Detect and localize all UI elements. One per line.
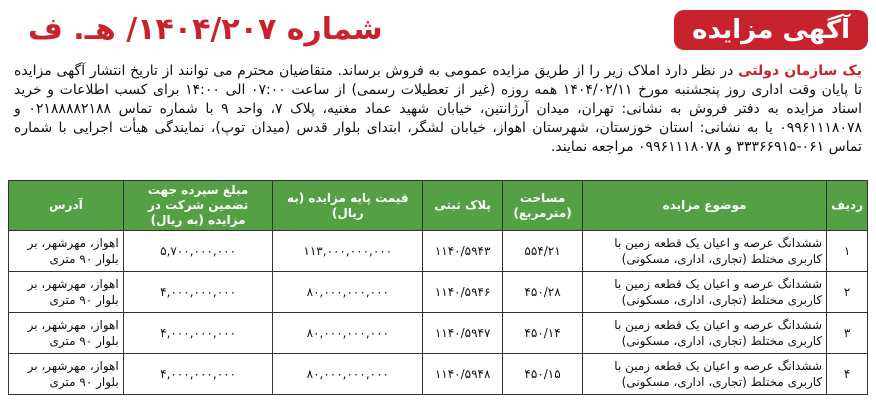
header-row: ردیف — [827, 181, 868, 231]
cell-plate: ۱۱۴۰/۵۹۴۷ — [423, 313, 503, 354]
cell-row: ۳ — [827, 313, 868, 354]
header-subject: موضوع مزایده — [583, 181, 827, 231]
cell-deposit: ۴,۰۰۰,۰۰۰,۰۰۰ — [123, 354, 273, 395]
cell-subject: ششدانگ عرصه و اعیان یک قطعه زمین با کاربری مختلط (تجاری، اداری، مسکونی) — [583, 313, 827, 354]
table-row — [9, 354, 868, 395]
cell-area: ۴۵۰/۱۴ — [503, 313, 583, 354]
cell-price: ۱۱۳,۰۰۰,۰۰۰,۰۰۰ — [273, 231, 423, 272]
cell-deposit: ۴,۰۰۰,۰۰۰,۰۰۰ — [123, 272, 273, 313]
notice-title: آگهی مزایده — [674, 10, 868, 50]
auction-table — [8, 180, 868, 395]
notice-body — [8, 62, 868, 157]
cell-plate: ۱۱۴۰/۵۹۴۶ — [423, 272, 503, 313]
header-area: مساحت (مترمربع) — [503, 181, 583, 231]
cell-subject: ششدانگ عرصه و اعیان یک قطعه زمین با کاربری مختلط (تجاری، اداری، مسکونی) — [583, 272, 827, 313]
cell-area: ۴۵۰/۱۵ — [503, 354, 583, 395]
cell-area: ۴۵۰/۲۸ — [503, 272, 583, 313]
header-deposit: مبلغ سپرده جهت تضمین شرکت در مزایده (به ریال) — [123, 181, 273, 231]
cell-plate: ۱۱۴۰/۵۹۴۸ — [423, 354, 503, 395]
table-row — [9, 313, 868, 354]
cell-area: ۵۵۴/۲۱ — [503, 231, 583, 272]
cell-row: ۲ — [827, 272, 868, 313]
cell-row: ۱ — [827, 231, 868, 272]
organization-name: یک سازمان دولتی — [738, 63, 862, 79]
cell-price: ۸۰,۰۰۰,۰۰۰,۰۰۰ — [273, 272, 423, 313]
notice-text: در نظر دارد املاک زیر را از طریق مزایده عمومی به فروش برساند. متقاضیان محترم می توانند از تاریخ انتشار آگهی مزایده تا پایان وقت اداری روز پنجشنبه مورخ ۱۴۰۴/۰۲/۱۱ همه روزه (غیر از تعطیلات رسمی) از ساعت ۰۷:۰۰ الی ۱۴:۰۰ برای کسب اطلاعات و خرید اسناد مزایده به دفتر فروش به نشانی: تهران، میدان آرژانتین، خیابان شهید عماد مغنیه، پلاک ۷، واحد ۹ با شماره تماس ۰۲۱۸۸۸۸۲۱۸۸ و ۰۹۹۶۱۱۱۸۰۷۸ یا به نشانی: استان خوزستان، شهرستان اهواز، خیابان لشگر، ابتدای بلوار قدس (میدان توپ)، نمایندگی هیأت اجرایی با شماره تماس ۰۶۱-۳۳۳۶۶۹۱۵ و ۰۹۹۶۱۱۱۸۰۷۸ مراجعه نمایند. — [14, 63, 862, 155]
cell-address: اهواز، مهرشهر، بر بلوار ۹۰ متری — [9, 272, 124, 313]
header-price: قیمت پایه مزایده (به ریال) — [273, 181, 423, 231]
cell-subject: ششدانگ عرصه و اعیان یک قطعه زمین با کاربری مختلط (تجاری، اداری، مسکونی) — [583, 354, 827, 395]
cell-address: اهواز، مهرشهر، بر بلوار ۹۰ متری — [9, 313, 124, 354]
table-header-row — [9, 181, 868, 231]
cell-deposit: ۴,۰۰۰,۰۰۰,۰۰۰ — [123, 313, 273, 354]
table-row — [9, 231, 868, 272]
cell-plate: ۱۱۴۰/۵۹۴۳ — [423, 231, 503, 272]
notice-number: شماره ۱۴۰۴/۲۰۷/ هـ. ف — [28, 12, 383, 47]
cell-price: ۸۰,۰۰۰,۰۰۰,۰۰۰ — [273, 354, 423, 395]
header-address: آدرس — [9, 181, 124, 231]
cell-address: اهواز، مهرشهر، بر بلوار ۹۰ متری — [9, 354, 124, 395]
cell-row: ۴ — [827, 354, 868, 395]
cell-price: ۸۰,۰۰۰,۰۰۰,۰۰۰ — [273, 313, 423, 354]
header-plate: پلاک ثبتی — [423, 181, 503, 231]
cell-address: اهواز، مهرشهر، بر بلوار ۹۰ متری — [9, 231, 124, 272]
table-row — [9, 272, 868, 313]
notice-header — [8, 6, 868, 54]
cell-deposit: ۵,۷۰۰,۰۰۰,۰۰۰ — [123, 231, 273, 272]
cell-subject: ششدانگ عرصه و اعیان یک قطعه زمین با کاربری مختلط (تجاری، اداری، مسکونی) — [583, 231, 827, 272]
